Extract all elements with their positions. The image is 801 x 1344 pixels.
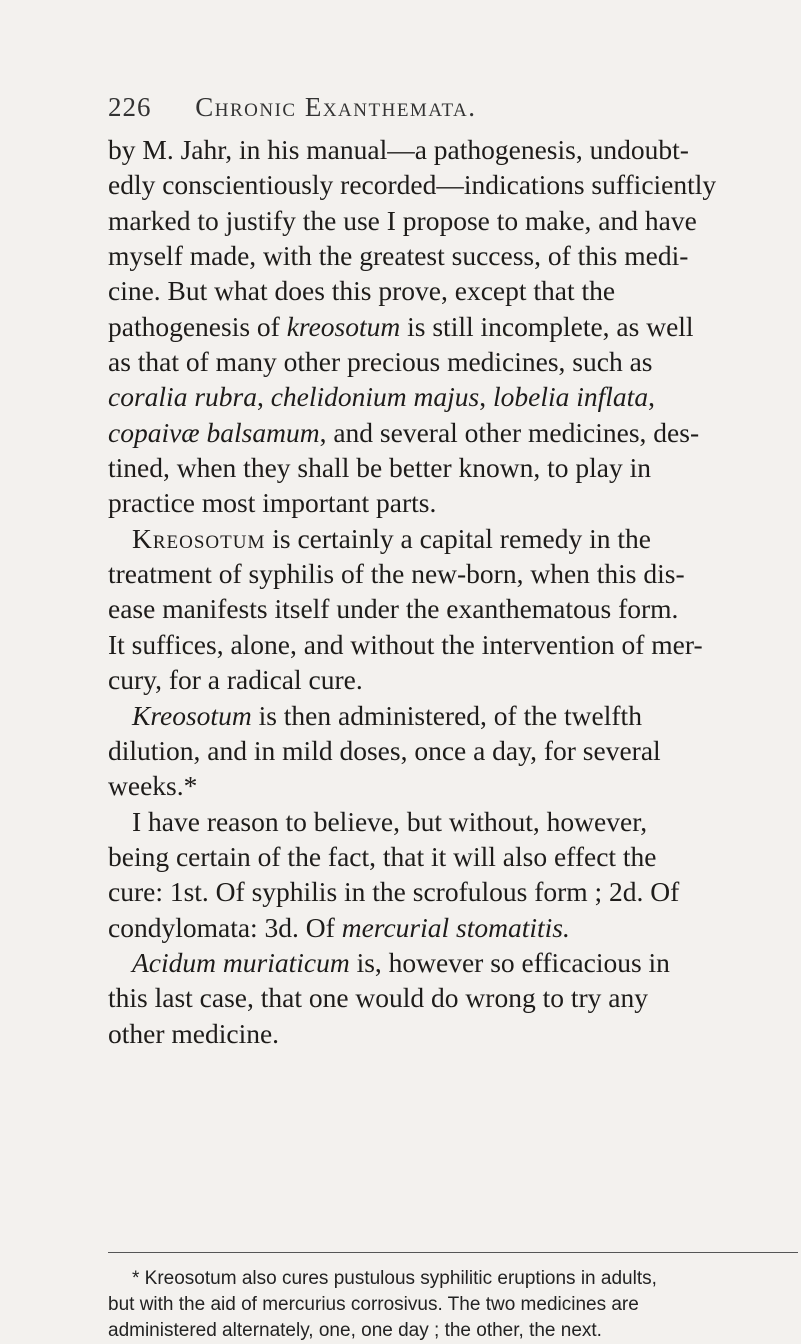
text-line bbox=[108, 910, 798, 945]
text-line: by M. Jahr, in his manual—a pathogenesis, undoubt- bbox=[108, 134, 689, 165]
text-run: pathogenesis of bbox=[108, 310, 287, 342]
latin-term: kreosotum bbox=[286, 310, 401, 342]
text-run: is then administered, of the twelfth bbox=[251, 699, 642, 731]
text-line: being certain of the fact, that it will also effect the bbox=[108, 840, 657, 872]
text-line: tined, when they shall be better known, to play in bbox=[108, 452, 652, 484]
footnote bbox=[108, 1266, 798, 1344]
text-line: edly conscientiously recorded—indications sufficiently bbox=[108, 169, 717, 201]
text-run: , bbox=[479, 381, 493, 413]
latin-term: Acidum muriaticum bbox=[132, 946, 350, 978]
text-line bbox=[108, 945, 798, 980]
text-line: I have reason to believe, but without, however, bbox=[132, 805, 648, 837]
footnote-rule bbox=[108, 1252, 798, 1253]
text-line: other medicine. bbox=[108, 1017, 280, 1049]
small-caps-term: Kreosotum bbox=[132, 522, 266, 554]
text-line: myself made, with the greatest success, of this medi- bbox=[108, 240, 689, 272]
text-line: this last case, that one would do wrong to try any bbox=[108, 982, 648, 1014]
text-line: practice most important parts. bbox=[108, 487, 437, 519]
text-run: , bbox=[648, 381, 655, 413]
text-line: cury, for a radical cure. bbox=[108, 664, 363, 696]
text-run: condylomata: 3d. Of bbox=[108, 911, 342, 943]
text-run: is still incomplete, as well bbox=[400, 310, 694, 342]
footnote-line: but with the aid of mercurius corrosivus. The two medicines are bbox=[108, 1294, 639, 1315]
text-line bbox=[108, 379, 798, 414]
footnote-line: administered alternately, one, one day ; the other, the next. bbox=[108, 1320, 602, 1341]
text-run: is, however so efficacious in bbox=[349, 946, 670, 978]
text-line: cine. But what does this prove, except that the bbox=[108, 275, 616, 307]
running-title: Chronic Exanthemata. bbox=[195, 92, 477, 122]
text-line bbox=[108, 415, 798, 450]
latin-term: copaivæ balsamum bbox=[108, 416, 320, 448]
text-run: , bbox=[256, 381, 271, 413]
footnote-line: * Kreosotum also cures pustulous syphilitic eruptions in adults, bbox=[132, 1268, 657, 1289]
text-line bbox=[108, 309, 798, 344]
text-line: as that of many other precious medicines, such as bbox=[108, 346, 653, 378]
text-line: ease manifests itself under the exanthematous form. bbox=[108, 593, 679, 625]
text-line: weeks.* bbox=[108, 770, 198, 802]
page-number: 226 bbox=[108, 92, 152, 122]
latin-term: mercurial stomatitis. bbox=[341, 911, 570, 943]
latin-term: chelidonium majus bbox=[270, 381, 480, 413]
text-line: dilution, and in mild doses, once a day, for several bbox=[108, 734, 661, 766]
latin-term: lobelia inflata bbox=[493, 381, 649, 413]
text-line: marked to justify the use I propose to make, and have bbox=[108, 204, 697, 236]
body-text bbox=[108, 132, 798, 1051]
text-run: , and several other medicines, des- bbox=[319, 416, 700, 448]
text-line: cure: 1st. Of syphilis in the scrofulous form ; 2d. Of bbox=[108, 876, 680, 908]
text-run: is certainly a capital remedy in the bbox=[265, 522, 651, 554]
text-line: treatment of syphilis of the new-born, when this dis- bbox=[108, 558, 685, 590]
text-line bbox=[108, 521, 798, 556]
latin-term: coralia rubra bbox=[108, 381, 257, 413]
text-line bbox=[108, 698, 798, 733]
text-line: It suffices, alone, and without the intervention of mer- bbox=[108, 628, 703, 660]
latin-term: Kreosotum bbox=[132, 699, 252, 731]
running-header bbox=[108, 92, 477, 123]
